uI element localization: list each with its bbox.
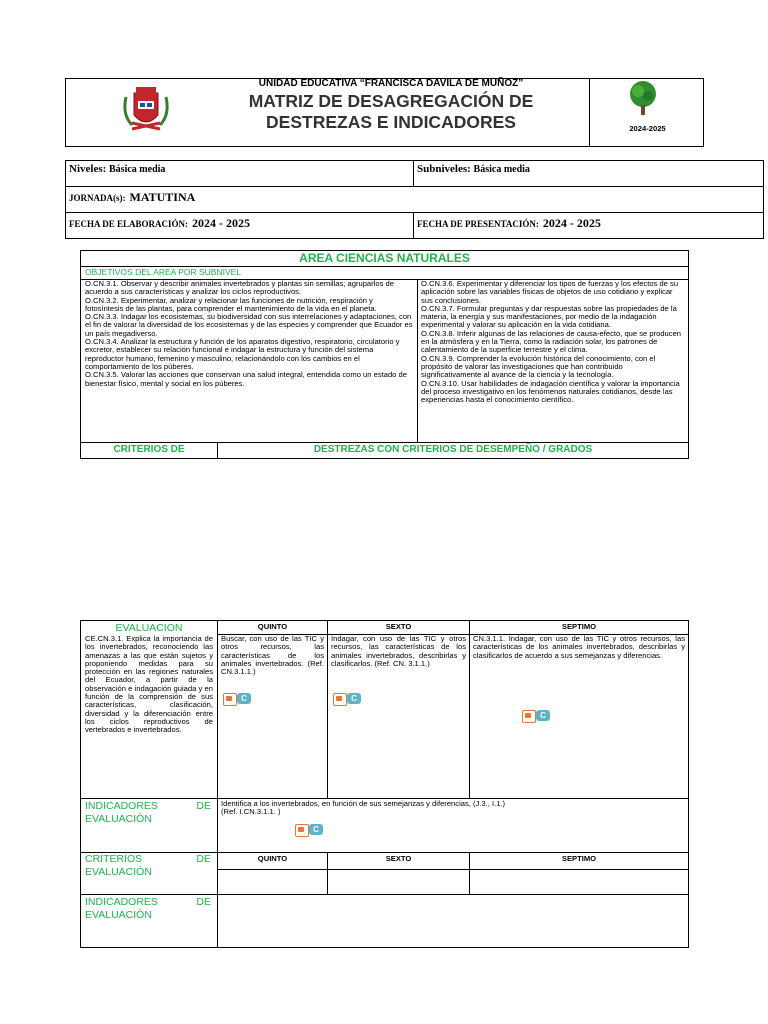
info-table — [65, 160, 764, 239]
criterio-evaluacion-text: CE.CN.3.1. Explica la importancia de los invertebrados, reconociendo las amenazas a las que están sujetos y proponiendo medidas para su protección en las regiones naturales del Ecuador, a partir de la observación e indagación guiada y en función de la comprensión de sus características, clasificación, diversidad y la diferenciación entre los ciclos reproductivos de vertebrados e invertebrados. — [85, 634, 213, 735]
monitor-icon — [522, 710, 536, 723]
area-table — [80, 250, 689, 459]
area-title: AREA CIENCIAS NATURALES — [299, 251, 470, 265]
resource-icons-indicadores[interactable] — [295, 824, 327, 836]
resource-icons-septimo[interactable] — [522, 710, 554, 722]
sexto-destreza-text: Indagar, con uso de las TIC y otros recursos, las características de los animales invertebrados, describirlas y clasificarlos. (Ref. CN. 3.1.1.) — [331, 634, 466, 668]
niveles-label: Niveles: — [69, 163, 107, 175]
fecha-elaboracion-field — [69, 214, 250, 232]
resource-icons-quinto[interactable] — [223, 693, 255, 705]
indicadores-text: Identifica a los invertebrados, en función de sus semejanzas y diferencias, (J.3., I.1.) (Ref. I.CN.3.1.1. ) — [221, 799, 506, 817]
evaluacion-header: EVALUACION — [115, 622, 183, 634]
c-badge-icon: C — [347, 693, 361, 704]
objetivos-right: O.CN.3.6. Experimentar y diferenciar los tipos de fuerzas y los efectos de su aplicación sobre las variables físicas de objetos de uso cotidiano y explicar sus conclusiones. O.CN.3.7. Formular preguntas y dar respuestas sobre las propiedades de la materia, la energía y sus manifestaciones, por medio de la indagación experimental y valorar su aplicación en la vida cotidiana. O.CN.3.8. Inferir algunas de las relaciones de causa-efecto, que se producen en la atmósfera y en la Tierra, como la radiación solar, los patrones de calentamiento de la superficie terrestre y el clima. O.CN.3.9. Comprender la evolución histórica del conocimiento, con el propósito de valorar las investigaciones que han contribuido significativamente al avance de la ciencia y la tecnología. O.CN.3.10. Usar habilidades de indagación científica y valorar la importancia del proceso investigativo en los fenómenos naturales cotidianos, desde las experiencias hasta el conocimiento científico. — [421, 279, 682, 405]
destrezas-header: DESTREZAS CON CRITERIOS DE DESEMPEÑO / GRADOS — [313, 444, 593, 455]
col-sexto-header: SEXTO — [385, 622, 412, 631]
subniveles-value: Básica media — [473, 164, 530, 175]
fecha-elaboracion-value: 2024 - 2025 — [192, 216, 251, 230]
quinto-destreza-text: Buscar, con uso de las TIC y otros recursos, las características de los animales invertebrados. (Ref. CN.3.1.1.) — [221, 634, 324, 677]
col-sexto-header-2: SEXTO — [385, 854, 412, 863]
school-logo — [116, 77, 176, 137]
school-name: UNIDAD EDUCATIVA “FRANCISCA DAVILA DE MUÑOZ” — [258, 78, 524, 89]
monitor-icon — [295, 824, 309, 837]
jornada-value: MATUTINA — [129, 190, 196, 204]
col-quinto-header-2: QUINTO — [257, 854, 288, 863]
col-quinto-header: QUINTO — [257, 622, 288, 631]
fecha-presentacion-value: 2024 - 2025 — [542, 216, 601, 230]
document-title-line1: MATRIZ DE DESAGREGACIÓN DE — [248, 91, 534, 111]
objetivos-label: OBJETIVOS DEL AREA POR SUBNIVEL — [85, 267, 242, 277]
header-box — [65, 78, 704, 147]
document-title-line2: DESTREZAS E INDICADORES — [266, 112, 516, 132]
year-cell — [589, 79, 590, 146]
c-badge-icon: C — [309, 824, 323, 835]
criterios-header: CRITERIOS DE — [113, 444, 185, 455]
septimo-destreza-text: CN.3.1.1. Indagar, con uso de las TIC y otros recursos, las características de los animales invertebrados, describirlas y clasificarlos de acuerdo a sus semejanzas y diferencias. — [473, 634, 685, 660]
subniveles-label: Subniveles: — [417, 163, 471, 175]
jornada-field — [69, 188, 195, 206]
jornada-label: JORNADA(s): — [69, 193, 126, 203]
c-badge-icon: C — [237, 693, 251, 704]
fecha-elaboracion-label: FECHA DE ELABORACIÓN: — [69, 219, 189, 229]
fecha-presentacion-label: FECHA DE PRESENTACIÓN: — [417, 219, 539, 229]
col-septimo-header: SEPTIMO — [561, 622, 597, 631]
c-badge-icon: C — [536, 710, 550, 721]
tree-logo — [626, 79, 660, 117]
col-septimo-header-2: SEPTIMO — [561, 854, 597, 863]
objetivos-left: O.CN.3.1. Observar y describir animales invertebrados y plantas sin semillas; agruparlos de acuerdo a sus características y analizar los ciclos reproductivos. O.CN.3.2. Experimentar, analizar y relacionar las funciones de nutrición, respiración y fotosíntesis de las plantas, para comprender el mantenimiento de la vida en el planeta. O.CN.3.3. Indagar los ecosistemas, su biodiversidad con sus interrelaciones y adaptaciones, con el fin de valorar la diversidad de los ecosistemas y de las especies y comprender que Ecuador es un país megadiverso. O.CN.3.4. Analizar la estructura y función de los aparatos digestivo, respiratorio, circulatorio y excretor, establecer su relación funcional e indagar la estructura y función del sistema reproductor humano, femenino y masculino, relacionándolo con los cambios en el comportamiento de los púberes. O.CN.3.5. Valorar las acciones que conservan una salud integral, entendida como un estado de bienestar físico, mental y social en los púberes. — [85, 279, 413, 388]
criterios-evaluacion-label: CRITERIOS DE EVALUACIÓN — [85, 853, 211, 878]
year-badge: 2024-2025 — [629, 124, 666, 133]
matrix-table — [80, 620, 689, 948]
niveles-value: Básica media — [109, 164, 166, 175]
monitor-icon — [223, 693, 237, 706]
indicadores-evaluacion-label: INDICADORES DE EVALUACIÓN — [85, 896, 211, 921]
indicadores-label: INDICADORES DE EVALUACIÓN — [85, 800, 211, 825]
fecha-presentacion-field — [417, 214, 601, 232]
subniveles-field — [417, 163, 530, 175]
monitor-icon — [333, 693, 347, 706]
resource-icons-sexto[interactable] — [333, 693, 365, 705]
niveles-field — [69, 163, 165, 175]
